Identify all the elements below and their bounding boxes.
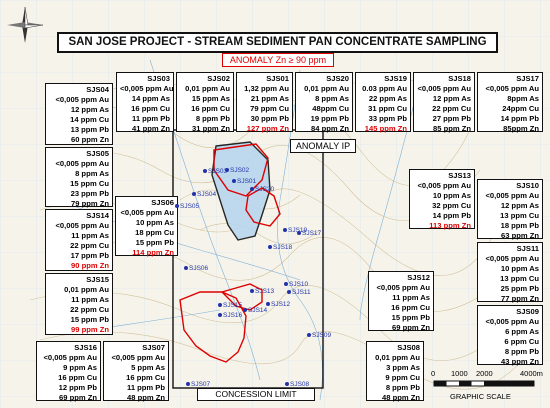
assay-value: 16 ppm Cu (126, 373, 165, 382)
assay-value: <0,005 ppm Au (485, 191, 539, 200)
sample-point-label: SJS09 (312, 332, 332, 339)
sample-point-sjs16 (218, 312, 242, 319)
sample-id: SJS20 (326, 74, 349, 83)
sample-id: SJS07 (142, 343, 165, 352)
assay-value: 15 ppm Pb (135, 238, 174, 247)
sample-box-sjs04 (45, 83, 113, 145)
sample-box-sjs18 (413, 72, 475, 132)
sample-point-sjs06 (184, 265, 208, 272)
assay-value: 14 ppm Cu (70, 115, 109, 124)
assay-value: 14 ppm Pb (432, 211, 471, 220)
assay-value: 14 ppm As (131, 94, 170, 103)
assay-value: 85ppm Zn (503, 124, 539, 133)
assay-value: 21 ppm As (250, 94, 289, 103)
sample-dot-icon (218, 313, 222, 317)
sample-point-label: SJS19 (288, 227, 308, 234)
assay-value: 8 ppm Pb (504, 347, 539, 356)
assay-value: <0,005 ppm Au (111, 353, 165, 362)
sample-id: SJS12 (407, 273, 430, 282)
sample-point-label: SJS07 (191, 381, 211, 388)
assay-value: 17 ppm Pb (70, 251, 109, 260)
assay-value: 0,01 ppm Au (185, 84, 230, 93)
assay-value: 9 ppm As (63, 363, 97, 372)
assay-value: 18 ppm Cu (135, 228, 174, 237)
assay-value: 0.03 ppm Au (362, 84, 407, 93)
assay-value: 145 ppm Zn (364, 124, 407, 133)
assay-value: 79 ppm Zn (71, 199, 109, 208)
assay-value: <0,005 ppm Au (43, 353, 97, 362)
assay-value: 11 ppm Pb (132, 114, 170, 123)
sample-id: SJS02 (207, 74, 230, 83)
sample-dot-icon (186, 382, 190, 386)
sample-point-label: SJS03 (208, 168, 228, 175)
assay-value: <0,005 ppm Au (485, 254, 539, 263)
sample-dot-icon (243, 308, 247, 312)
sample-box-sjs06 (115, 196, 178, 256)
sample-dot-icon (287, 290, 291, 294)
sample-id: SJS15 (86, 275, 109, 284)
sample-box-sjs13 (409, 169, 475, 229)
sample-point-sjs10 (284, 281, 308, 288)
assay-value: 12 ppm As (500, 201, 539, 210)
sample-dot-icon (232, 179, 236, 183)
assay-value: 114 ppm Zn (132, 248, 174, 257)
assay-value: 13 ppm Cu (500, 274, 539, 283)
sample-box-sjs08 (366, 341, 424, 401)
assay-value: 22 ppm As (368, 94, 407, 103)
assay-value: <0,005 ppm Au (376, 283, 430, 292)
scale-tick-label: 0 (431, 369, 436, 378)
assay-value: 0,01 ppm Au (375, 353, 420, 362)
sample-dot-icon (184, 266, 188, 270)
sample-dot-icon (307, 333, 311, 337)
assay-value: 8 ppm As (315, 94, 349, 103)
sample-id: SJS01 (266, 74, 289, 83)
assay-value: 77 ppm Zn (501, 294, 539, 303)
sample-point-label: SJS11 (292, 289, 311, 296)
sample-id: SJS14 (86, 211, 109, 220)
assay-value: 12 ppm As (432, 94, 471, 103)
assay-value: 13 ppm Cu (500, 211, 539, 220)
assay-value: 99 ppm Zn (71, 325, 109, 334)
assay-value: 15 ppm As (191, 94, 230, 103)
assay-value: 23 ppm Pb (70, 189, 109, 198)
assay-value: 32 ppm Cu (432, 201, 471, 210)
assay-value: 15 ppm Cu (70, 179, 109, 188)
sample-box-sjs16 (36, 341, 101, 401)
assay-value: 16 ppm Cu (191, 104, 230, 113)
assay-value: <0,005 ppm Au (120, 208, 174, 217)
assay-value: 14 ppm Pb (500, 114, 539, 123)
assay-value: 11 ppm Pb (127, 383, 165, 392)
sample-point-sjs07 (186, 381, 210, 388)
assay-value: <0,005 ppm Au (417, 181, 471, 190)
sample-box-sjs17 (477, 72, 543, 132)
assay-value: 8 ppm Pb (385, 383, 420, 392)
sample-id: SJS18 (448, 74, 471, 83)
assay-value: 27 ppm Pb (432, 114, 471, 123)
sample-id: SJS13 (448, 171, 471, 180)
sample-point-label: SJS01 (237, 178, 257, 185)
assay-value: 127 ppm Zn (246, 124, 289, 133)
map-title: SAN JOSE PROJECT - STREAM SEDIMENT PAN CONCENTRATE SAMPLING (57, 32, 498, 53)
sample-box-sjs12 (368, 271, 434, 331)
assay-value: 11 ppm As (71, 231, 109, 240)
assay-value: <0,005 ppm Au (485, 317, 539, 326)
sample-point-sjs08 (285, 381, 309, 388)
sample-point-sjs01 (232, 178, 256, 185)
sample-point-label: SJS20 (255, 186, 275, 193)
assay-value: 15 ppm Pb (391, 313, 430, 322)
sample-box-sjs11 (477, 242, 543, 302)
assay-value: 16 ppm Cu (131, 104, 170, 113)
scale-caption: GRAPHIC SCALE (450, 392, 511, 401)
sample-point-label: SJS15 (223, 302, 243, 309)
sample-dot-icon (266, 302, 270, 306)
assay-value: 69 ppm Zn (392, 323, 430, 332)
assay-value: 18 ppm Pb (500, 221, 539, 230)
assay-value: 30 ppm Pb (250, 114, 289, 123)
assay-value: <0,005 ppm Au (417, 84, 471, 93)
assay-value: 12 ppm Pb (58, 383, 97, 392)
assay-value: <0,005 ppm Au (485, 84, 539, 93)
sample-point-sjs13 (250, 288, 274, 295)
sample-point-sjs14 (243, 307, 267, 314)
assay-value: 16 ppm Cu (58, 373, 97, 382)
assay-value: 63 ppm Zn (501, 231, 539, 240)
assay-value: 60 ppm Zn (71, 135, 109, 144)
sample-point-sjs18 (268, 244, 292, 251)
scale-tick-label: 2000 (476, 369, 493, 378)
assay-value: 11 ppm As (392, 293, 430, 302)
sample-box-sjs14 (45, 209, 113, 271)
sample-point-label: SJS17 (302, 230, 322, 237)
sample-dot-icon (250, 187, 254, 191)
sample-box-sjs02 (176, 72, 234, 132)
assay-value: 6 ppm As (505, 327, 539, 336)
assay-value: 10 ppm As (135, 218, 174, 227)
assay-value: 79 ppm Cu (250, 104, 289, 113)
sample-dot-icon (284, 282, 288, 286)
sample-box-sjs09 (477, 305, 543, 365)
sample-dot-icon (175, 204, 179, 208)
assay-value: 10 ppm As (500, 264, 539, 273)
scale-tick-label: 4000m (520, 369, 543, 378)
sample-point-label: SJS18 (273, 244, 293, 251)
assay-value: 8 ppm Pb (195, 114, 230, 123)
assay-value: 25 ppm Pb (500, 284, 539, 293)
assay-value: <0,005 ppm Au (55, 221, 109, 230)
assay-value: 9 ppm Cu (385, 373, 420, 382)
assay-value: 31 ppm Cu (368, 104, 407, 113)
assay-value: 15 ppm Pb (70, 315, 109, 324)
assay-value: 90 ppm Zn (71, 261, 109, 270)
sample-point-label: SJS05 (180, 203, 200, 210)
assay-value: <0,005 ppm Au (55, 159, 109, 168)
assay-value: 5 ppm As (131, 363, 165, 372)
assay-value: 16 ppm Cu (391, 303, 430, 312)
assay-value: 19 ppm Pb (310, 114, 349, 123)
assay-value: 48 ppm Zn (382, 393, 420, 402)
sample-id: SJS06 (151, 198, 174, 207)
assay-value: 22 ppm Cu (70, 241, 109, 250)
sample-point-sjs05 (175, 203, 199, 210)
north-arrow-icon (5, 5, 45, 45)
sample-point-sjs11 (287, 289, 311, 296)
sample-id: SJS10 (516, 181, 539, 190)
sample-id: SJS17 (516, 74, 539, 83)
assay-value: <0,005 ppm Au (55, 95, 109, 104)
assay-value: 0,01 ppm Au (64, 285, 109, 294)
anomaly-ip-label: ANOMALY IP (290, 139, 356, 153)
assay-value: 8ppm As (507, 94, 539, 103)
sample-point-label: SJS10 (289, 281, 309, 288)
assay-value: 41 ppm Zn (132, 124, 170, 133)
assay-value: 11 ppm As (71, 295, 109, 304)
sample-point-label: SJS02 (230, 167, 250, 174)
assay-value: 6 ppm Cu (504, 337, 539, 346)
sample-dot-icon (250, 289, 254, 293)
sample-id: SJS09 (516, 307, 539, 316)
sample-id: SJS16 (74, 343, 97, 352)
sample-dot-icon (268, 245, 272, 249)
sample-id: SJS03 (147, 74, 170, 83)
sample-box-sjs15 (45, 273, 113, 335)
sample-point-sjs03 (203, 168, 227, 175)
sample-id: SJS08 (397, 343, 420, 352)
assay-value: 33 ppm Pb (368, 114, 407, 123)
sample-point-sjs19 (283, 227, 307, 234)
assay-value: 43 ppm Zn (501, 357, 539, 366)
scale-tick-label: 1000 (451, 369, 468, 378)
sample-id: SJS11 (516, 244, 539, 253)
assay-value: 3 ppm As (386, 363, 420, 372)
assay-value: 22 ppm Cu (70, 305, 109, 314)
sample-point-label: SJS16 (223, 312, 243, 319)
assay-value: 85 ppm Zn (433, 124, 471, 133)
sample-point-label: SJS04 (197, 191, 217, 198)
sample-point-sjs12 (266, 301, 290, 308)
assay-value: 113 ppm Zn (429, 221, 471, 230)
sample-point-sjs15 (218, 302, 242, 309)
sample-point-sjs02 (225, 167, 249, 174)
sample-point-sjs20 (250, 186, 274, 193)
sample-point-label: SJS12 (271, 301, 291, 308)
assay-value: 84 ppm Zn (311, 124, 349, 133)
sample-box-sjs10 (477, 179, 543, 239)
assay-value: 1,32 ppm Au (244, 84, 289, 93)
sample-point-sjs04 (192, 191, 216, 198)
sample-box-sjs20 (295, 72, 353, 132)
sample-box-sjs01 (236, 72, 293, 132)
sample-dot-icon (218, 303, 222, 307)
assay-value: 48 ppm Zn (127, 393, 165, 402)
sample-id: SJS05 (86, 149, 109, 158)
assay-value: 12 ppm As (70, 105, 109, 114)
sample-dot-icon (203, 169, 207, 173)
assay-value: 48ppm Cu (312, 104, 349, 113)
anomaly-zn-label: ANOMALY Zn ≥ 90 ppm (222, 53, 334, 67)
sample-point-label: SJS06 (189, 265, 209, 272)
sample-dot-icon (192, 192, 196, 196)
assay-value: 8 ppm As (75, 169, 109, 178)
sample-box-sjs05 (45, 147, 113, 207)
assay-value: 10 ppm As (432, 191, 471, 200)
sample-box-sjs07 (103, 341, 169, 401)
sample-point-sjs09 (307, 332, 331, 339)
assay-value: 13 ppm Pb (70, 125, 109, 134)
assay-value: 24ppm Cu (502, 104, 539, 113)
assay-value: 31 ppm Zn (192, 124, 230, 133)
graphic-scale (428, 370, 543, 404)
sample-point-label: SJS13 (255, 288, 275, 295)
sample-point-label: SJS14 (248, 307, 268, 314)
sample-dot-icon (283, 228, 287, 232)
sample-id: SJS04 (86, 85, 109, 94)
sample-point-label: SJS08 (290, 381, 310, 388)
assay-value: 69 ppm Zn (59, 393, 97, 402)
concession-limit-label: CONCESSION LIMIT (197, 388, 315, 401)
sample-id: SJS19 (384, 74, 407, 83)
sample-box-sjs03 (116, 72, 174, 132)
assay-value: <0,005 ppm Au (120, 84, 174, 93)
sample-dot-icon (285, 382, 289, 386)
sample-box-sjs19 (355, 72, 411, 132)
assay-value: 22 ppm Cu (432, 104, 471, 113)
assay-value: 0,01 ppm Au (304, 84, 349, 93)
